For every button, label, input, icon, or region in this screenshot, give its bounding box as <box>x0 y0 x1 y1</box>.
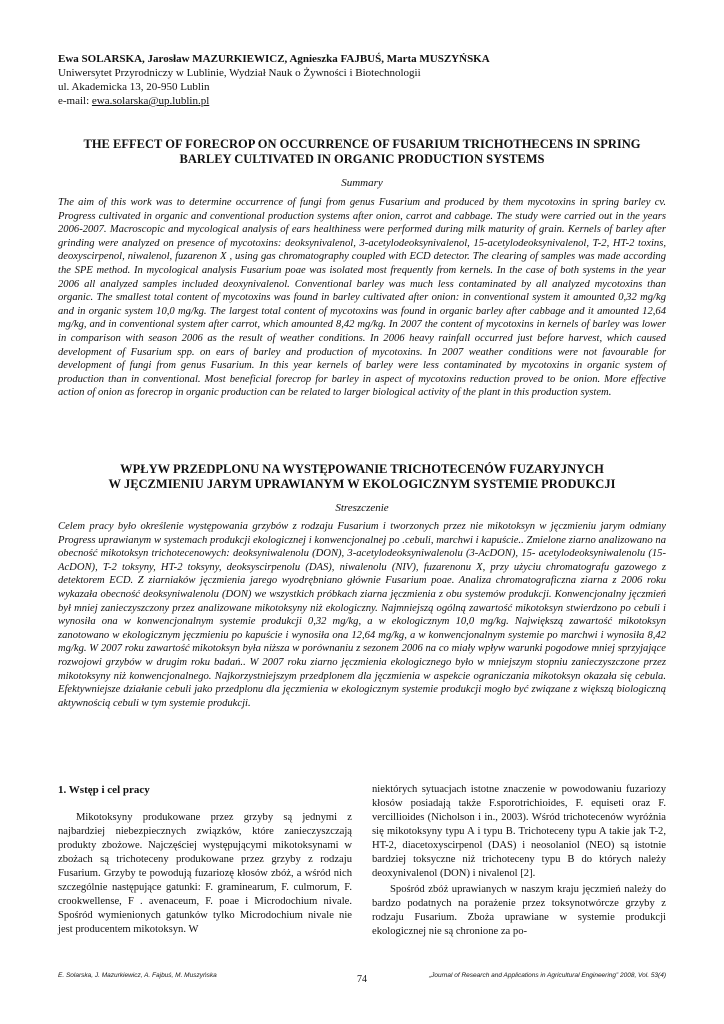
streszczenie-heading: Streszczenie <box>335 502 389 514</box>
page-footer <box>58 968 666 988</box>
footer-authors: E. Solarska, J. Mazurkiewicz, A. Fajbuś, M. Muszyńska <box>58 972 217 979</box>
summary-heading: Summary <box>341 177 383 189</box>
polish-title <box>58 462 666 492</box>
authors: Ewa SOLARSKA, Jarosław MAZURKIEWICZ, Agnieszka FAJBUŚ, Marta MUSZYŃSKA <box>58 53 490 65</box>
section-heading: 1. Wstęp i cel pracy <box>58 784 150 796</box>
left-paragraph: Mikotoksyny produkowane przez grzyby są jednymi z najbardziej niebezpiecznych związków, które zanieczyszczają produkty zbożowe. Najczęściej występującymi mikotoksynami w zbożach są trichoteceny produkowane przez grzyby z rodzaju Fusarium. Grzyby te powodują fuzariozę kłosów zbóż, a wśród nich szczególnie następujące gatunki: F. graminearum, F. culmorum, F. crookwellense, F . avenaceum, F. poae i Microdochium nivale. Spośród wymienionych gatunków tylko Microdochium nivale nie jest producentem mikotoksyn. W <box>58 812 352 935</box>
affiliation: Uniwersytet Przyrodniczy w Lublinie, Wydział Nauk o Żywności i Biotechnologii <box>58 67 421 79</box>
polish-abstract: Celem pracy było określenie występowania grzybów z rodzaju Fusarium i tworzonych przez nie mikotoksyn w jęczmieniu jarym odmiany Progress uprawianym w systemach produkcji ekologicznej i konwencjonalnej po .cebuli, marchwi i kapuście.. Zmielone ziarno analizowano na obecność mikotoksyn trichotecenowych: deoksyniwalenolu (DON), 3-acetylodeoksyniwalenolu (3-AcDON), 15- acetylodeoksyniwalenolu (15-AcDON), T-2 toksyny, HT-2 toksyny, deoksyscirpenolu (DAS), niwalenolu (NIV), fuzarenonu X, przy użyciu chromatografu gazowego z detektorem ECD. Z ziarniaków jęczmienia jarego wyodrębniano głównie Fusarium poae. Analiza chromatograficzna ziarna z 2006 roku wykazała obecność deoksyniwalenolu (DON) we wszystkich próbkach ziarna jęczmienia z obu systemów produkcji. Konwencjonalny jęczmień był mniej zanieczyszczony przez analizowane mikotoksyny niż ekologiczny. Najmniejszą ogólną zawartość mikotoksyn stwierdzono po cebuli i wynosiła ona w konwencjonalnym systemie produkcji 0,32 mg/kg, a w ekologicznym 10,0 mg/kg. Największą zawartość mikotoksyn zanotowano w ekologicznym jęczmieniu po kapuście i wynosiła ona 12,64 mg/kg, a w konwencjonalnym systemie po marchwi i wynosiła 8,42 mg/kg. W 2007 roku zawartość mikotoksyn była niższa w porównaniu z sezonem 2006 na co miały wpływ warunki pogodowe mniej sprzyjające rozwojowi grzybów w drugim roku badań.. W 2007 roku ziarno jęczmienia ekologicznego było w mniejszym stopniu zanieczyszczone przez mikotoksyny niż konwencjonalnego. Najkorzystniejszym przedplonem dla jęczmienia w aspekcie ograniczania mikotoksyn okazała się cebula. Efektywniejsze działanie cebuli jako przedplonu dla jęczmienia w ekologicznym systemie produkcji mogło być związane z większą biologiczną aktywnością cebuli w tym systemie produkcji. <box>58 521 666 709</box>
footer-journal: „Journal of Research and Applications in Agricultural Engineering” 2008, Vol. 53(4) <box>428 972 666 979</box>
right-paragraph-2: Spośród zbóż uprawianych w naszym kraju jęczmień należy do bardzo podatnych na porażenie przez toksynotwórcze grzyby z rodzaju Fusarium. Zboża uprawiane w systemie produkcji ekologicznej nie są chronione za po- <box>372 884 666 937</box>
right-paragraph-1: niektórych sytuacjach istotne znaczenie w powodowaniu fuzariozy kłosów posiadają także F.sporotrichioides, F. equiseti oraz F. vercillioides (Nicholson i in., 2003). Wśród trichotecenów wyróżnia się mikotoksyny typu A i typu B. Trichoteceny typu A takie jak T-2, HT-2, diacetoxyscirpenol (DAS) i neosolaniol (NEO) są istotnie bardziej toksyczne niż trichoteceny typu B do których należy deoxynivalenol (DON) i nivalenol [2]. <box>372 784 666 879</box>
body-left-column <box>58 783 352 937</box>
body-right-column <box>372 783 666 939</box>
english-abstract: The aim of this work was to determine occurrence of fungi from genus Fusarium and produced by them mycotoxins in spring barley cv. Progress cultivated in organic and conventional production systems after onion, carrot and cabbage. The study were carried out in the years 2006-2007. Macroscopic and mycological analysis of ears healthiness were performed during milk maturity of grain. Kernels of barley after grinding were analyzed on presence of mycotoxins: deoksynivalenol, 3-acetylodeoksynivalenol, 15-acetylodeoksynivalenol, T-2, HT-2 toxins, deoxyscirpenol, niwalenol, fuzarenon X , using gas chromatography coupled with ECD detector. The clearing of samples was made according the SPE method. In mycological analysis Fusarium poae was isolated most frequently from kernels. In the case of both systems in the year 2006 all analyzed samples included deoxynivalenol. Conventional barley was much less contaminated by all analyzed mycotoxins than organic. The smallest total content of mycotoxins was found in barley cultivated after onion: in conventional system it amounted 0,32 mg/kg and in organic system 10,0 mg/kg. The largest total content of mycotoxins was found in organic barley after cabbage and it amounted 12,64 mg/kg, and in conventional system after carrot, which amounted 8,42 mg/kg. In 2007 the content of mycotoxins in kernels of barley was lower in comparison with season 2006 as the result of weather conditions. In 2006 heavy rainfall occurred just before harvest, which caused development of Fusarium spp. on ears of barley and production of mycotoxins. In 2007 weather conditions were not favourable for development of fungi from genus Fusarium. In this year kernels of barley were less contaminated by mycotoxins in organic system of production than in conventional. Most beneficial forecrop for barley in aspect of mycotoxins reduction proved to be onion. More effective action of onion as forecrop in organic production can be related to larger biological activity of the plant in this production system. <box>58 197 666 399</box>
page-number: 74 <box>357 974 367 985</box>
email-label: e-mail: <box>58 95 92 107</box>
email-link[interactable]: ewa.solarska@up.lublin.pl <box>91 95 210 107</box>
author-block <box>58 52 666 108</box>
email-line <box>58 94 666 108</box>
polish-title-line1: WPŁYW PRZEDPLONU NA WYSTĘPOWANIE TRICHOTECENÓW FUZARYJNYCH <box>120 462 604 476</box>
english-title: THE EFFECT OF FORECROP ON OCCURRENCE OF FUSARIUM TRICHOTHECENS IN SPRING BARLEY CULTIVATED IN ORGANIC PRODUCTION SYSTEMS <box>83 137 641 166</box>
polish-title-line2: W JĘCZMIENIU JARYM UPRAWIANYM W EKOLOGICZNYM SYSTEMIE PRODUKCJI <box>108 477 616 491</box>
address: ul. Akademicka 13, 20-950 Lublin <box>58 81 210 93</box>
